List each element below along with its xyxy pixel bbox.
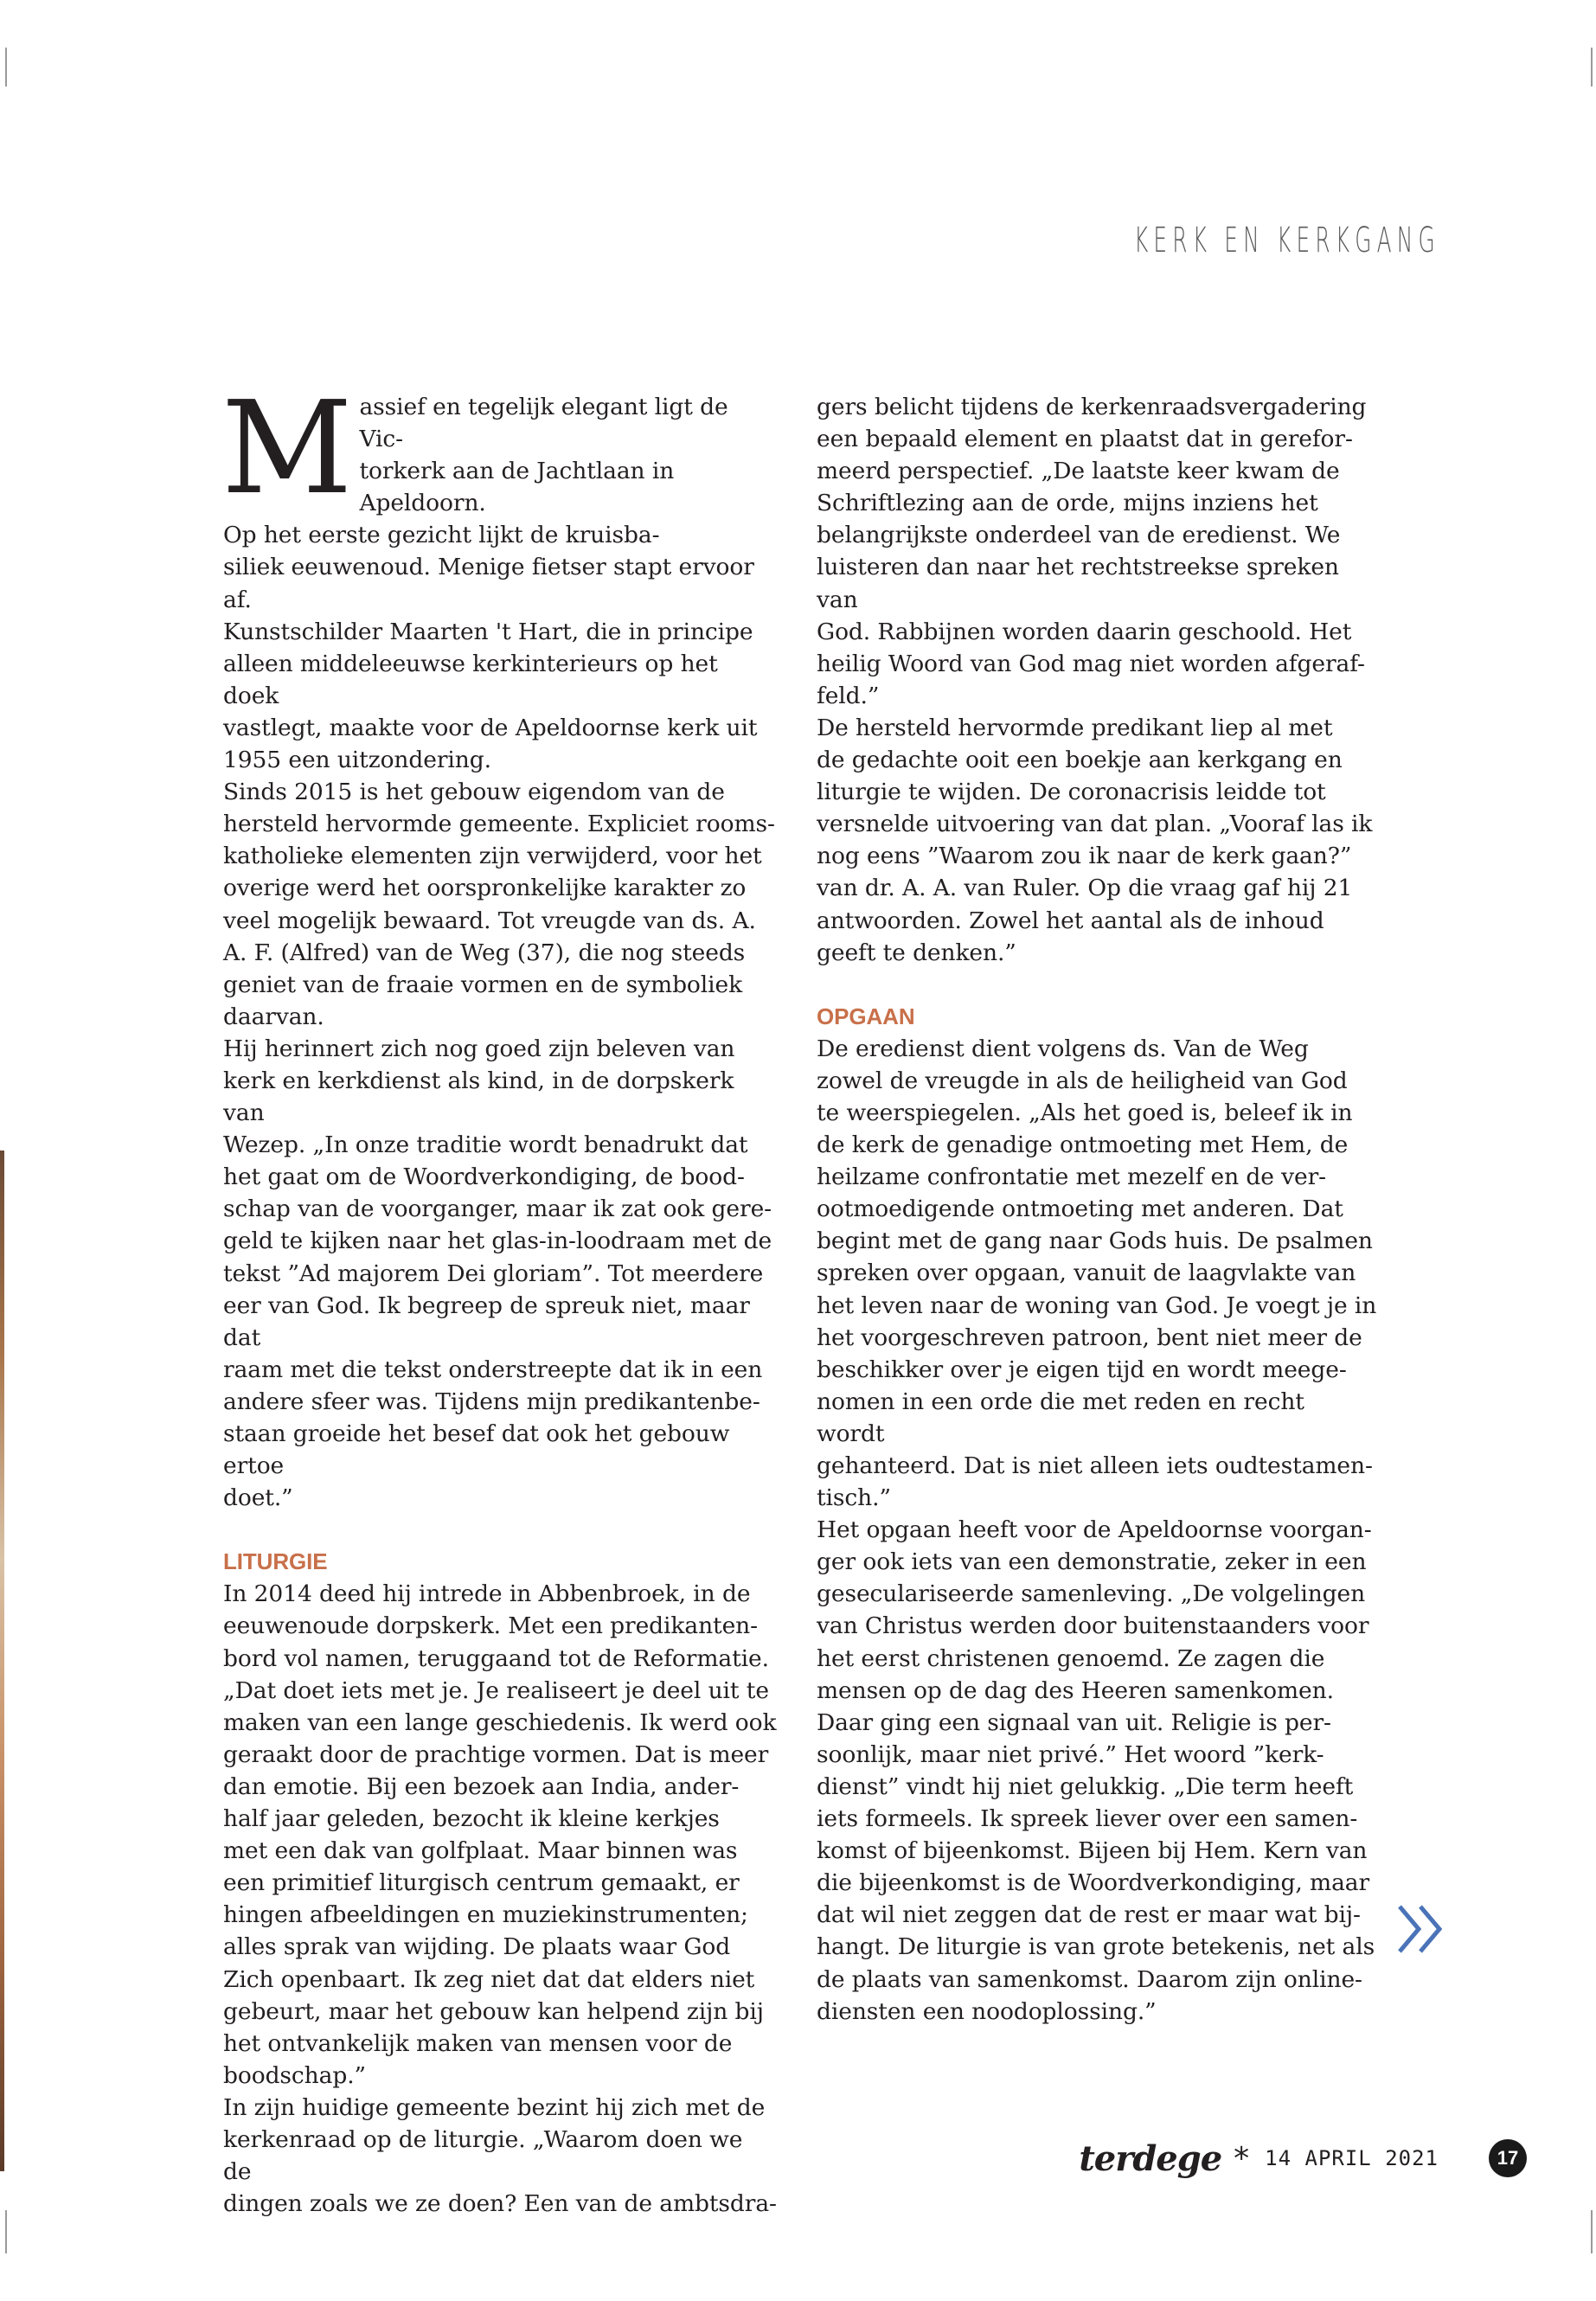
article-column-1 [221,374,777,2220]
page-number-badge: 17 [1489,2139,1527,2177]
paragraph: De hersteld hervormde predikant liep al met de gedachte ooit een boekje aan kerkgang en liturgie te wijden. De coronacrisis leidde tot versnelde uitvoering van dat plan. „Vooraf las ik nog eens ”Waarom zou ik naar de kerk gaan?” van dr. A. A. van Ruler. Op die vraag gaf hij 21 antwoorden. Zowel het aantal als de inhoud geeft te denken.” [817,714,1373,966]
page-footer [1079,2128,1527,2189]
dropcap: M [221,374,353,522]
crop-mark-bottom-right [1591,2210,1593,2253]
issue-date: 14 APRIL 2021 [1265,2146,1439,2170]
intro-text: assief en tegelijk elegant ligt de Vic- torkerk aan de Jachtlaan in Apeldoorn. Op het eerste gezicht lijkt de kruisba- siliek eeuwenoud. Menige fietser stapt ervoor af. Kunstschilder Maarten 't Hart, die in principe alleen middeleeuwse kerkinterieurs op het doek vastlegt, maakte voor de Apeldoornse kerk uit 1955 een uitzondering. [223,394,758,774]
double-chevron-right-icon[interactable] [1394,1903,1448,1955]
facing-page-edge [0,1150,4,2171]
paragraph: Hij herinnert zich nog goed zijn beleven van kerk en kerkdienst als kind, in de dorpskerk van Wezep. „In onze traditie wordt benadrukt dat het gaat om de Woordverkondiging, de bood- schap van de voorganger, maar ik zat ook gere- geld te kijken naar het glas-in-loodraam met de tekst ”Ad majorem Dei gloriam”. Tot meerdere eer van God. Ik begreep de spreuk niet, maar dat raam met die tekst onderstreepte dat ik in een andere sfeer was. Tijdens mijn predikantenbe- staan groeide het besef dat ook het gebouw ertoe doet.” [223,1035,772,1512]
paragraph: Het opgaan heeft voor de Apeldoornse voorgan- ger ook iets van een demonstratie, zeker in een geseculariseerde samenleving. „De volgelingen van Christus werden door buitenstaanders voor het eerst christenen genoemd. Ze zagen die mensen op de dag des Heeren samenkomen. Daar ging een signaal van uit. Religie is per- soonlijk, maar niet privé.” Het woord ”kerk- dienst” vindt hij niet gelukkig. „Die term heeft iets formeels. Ik spreek liever over een samen- komst of bijeenkomst. Bijeen bij Hem. Kern van die bijeenkomst is de Woordverkondiging, maar dat wil niet zeggen dat de rest er maar wat bij- hangt. De liturgie is van grote betekenis, net als de plaats van samenkomst. Daarom zijn online- diensten een noodoplossing.” [817,1516,1375,2025]
paragraph: In 2014 deed hij intrede in Abbenbroek, in de eeuwenoude dorpskerk. Met een predikanten- bord vol namen, teruggaand tot de Reformatie. „Dat doet iets met je. Je realiseert je deel uit te maken van een lange geschiedenis. Ik werd ook geraakt door de prachtige vormen. Dat is meer dan emotie. Bij een bezoek aan India, ander- half jaar geleden, bezocht ik kleine kerkjes met een dak van golfplaat. Maar binnen was een primitief liturgisch centrum gemaakt, er hingen afbeeldingen en muziekinstrumenten; alles sprak van wijding. De plaats waar God Zich openbaart. Ik zeg niet dat dat elders niet gebeurt, maar het gebouw kan helpend zijn bij het ontvankelijk maken van mensen voor de boodschap.” [223,1580,777,2089]
paragraph: Sinds 2015 is het gebouw eigendom van de hersteld hervormde gemeente. Expliciet rooms- katholieke elementen zijn verwijderd, voor het overige werd het oorspronkelijke karakter zo veel mogelijk bewaard. Tot vreugde van ds. A. A. F. (Alfred) van de Weg (37), die nog steeds geniet van de fraaie vormen en de symboliek daarvan. [223,779,775,1030]
crop-mark-bottom-left [5,2210,7,2253]
intro-paragraph [221,374,777,776]
crop-mark-top-left [5,48,7,87]
paragraph: gers belicht tijdens de kerkenraadsvergadering een bepaald element en plaatst dat in gerefor- meerd perspectief. „De laatste keer kwam de Schriftlezing aan de orde, mijns inziens het belangrijkste onderdeel van de eredienst. We luisteren dan naar het rechtstreekse spreken van God. Rabbijnen worden daarin geschoold. Het heilig Woord van God mag niet worden afgeraf- feld.” [817,394,1367,709]
crop-mark-top-right [1591,48,1593,87]
article-column-2 [817,391,1379,2028]
paragraph: In zijn huidige gemeente bezint hij zich met de kerkenraad op de liturgie. „Waarom doen we de dingen zoals we ze doen? Een van de ambtsdra- [223,2093,777,2218]
separator-asterisk: * [1234,2140,1250,2176]
section-title: KERK EN KERKGANG [1133,221,1440,260]
paragraph: De eredienst dient volgens ds. Van de Weg zowel de vreugde in als de heiligheid van God te weerspiegelen. „Als het goed is, beleef ik in de kerk de genadige ontmoeting met Hem, de heilzame confrontatie met mezelf en de ver- ootmoedigende ontmoeting met anderen. Dat begint met de gang naar Gods huis. De psalmen spreken over opgaan, vanuit de laagvlakte van het leven naar de woning van God. Je voegt je in het voorgeschreven patroon, bent niet meer de beschikker over je eigen tijd en wordt meege- nomen in een orde die met reden en recht wordt gehanteerd. Dat is niet alleen iets oudtestamen- tisch.” [817,1035,1377,1512]
subheading-liturgie: LITURGIE [223,1548,328,1575]
subheading-opgaan: OPGAAN [817,1003,915,1029]
magazine-logo: terdege [1079,2138,1222,2179]
